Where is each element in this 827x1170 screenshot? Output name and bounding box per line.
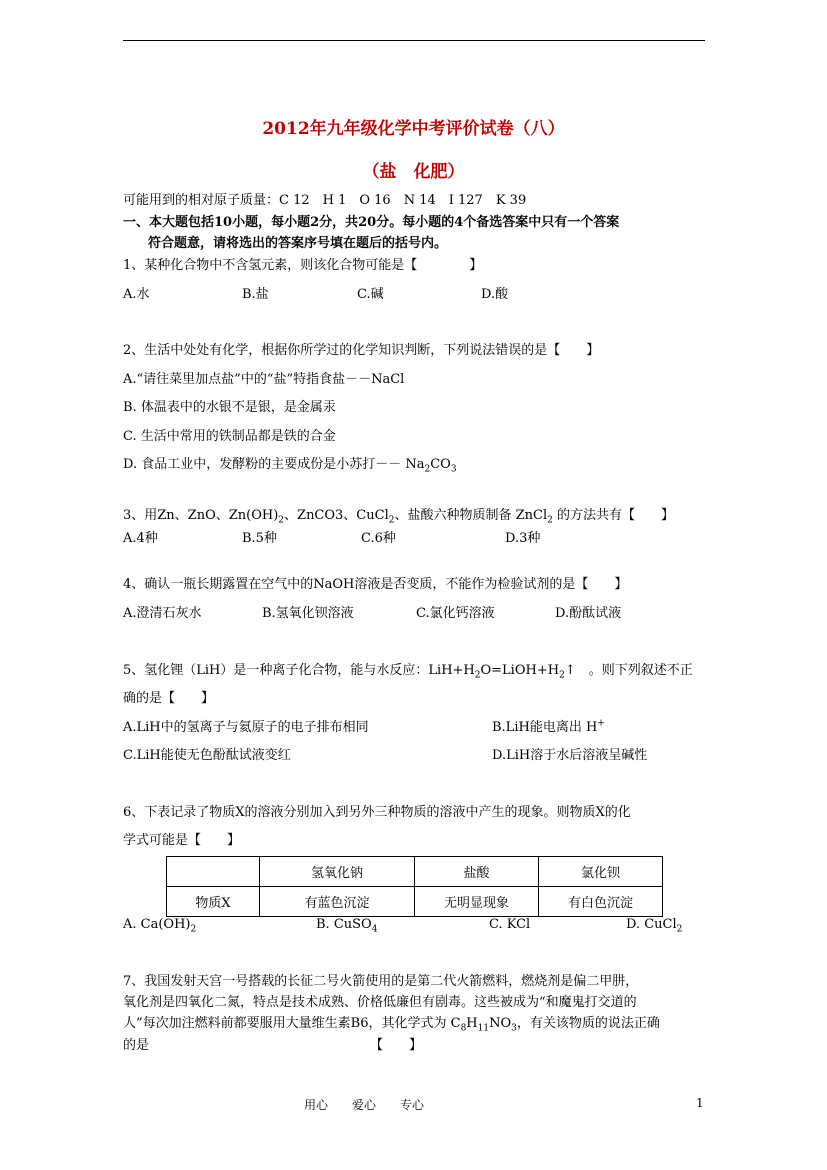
question-3-stem: 3、用Zn、ZnO、$Zn(OH)_2$、ZnCO3、CuCl$_2$、盐酸六种物质制备 ZnCl$_2$ 的方法共有【 】 [123,508,675,526]
question-3-option-d: D.3种 [505,531,541,546]
question-2-stem: 2、生活中处处有化学，根据你所学过的化学知识判断，下列说法错误的是【 】 [123,343,600,358]
table-row [167,887,663,917]
exam-subtitle: （盐 化肥） [362,162,465,182]
question-6-option-c: C. KCl [489,917,531,932]
question-4-option-a: A.澄清石灰水 [123,606,202,621]
question-1-option-d: D.酸 [481,287,509,302]
table-cell [167,857,260,887]
question-5-option-c: C.LiH能使无色酚酞试液变红 [123,748,291,763]
question-2-option-d: D. 食品工业中，发酵粉的主要成份是小苏打－－ $Na_2CO_3$ [123,457,457,475]
header-rule [123,40,705,41]
table-cell: 氯化钡 [539,857,663,887]
observation-table [166,856,663,917]
question-6-option-b: B. CuSO$_4$ [316,917,378,935]
question-3-option-a: A.4种 [123,531,158,546]
question-7-line4: 的是 [123,1038,150,1053]
question-2-option-a: A.“请往菜里加点盐”中的“盐”特指食盐－－NaCl [123,372,405,387]
page-number: 1 [696,1096,704,1110]
table-cell: 无明显现象 [415,887,539,917]
question-6-option-d: D. CuCl$_2$ [626,917,683,935]
table-cell: 盐酸 [415,857,539,887]
question-5-option-d: D.LiH溶于水后溶液呈碱性 [492,748,648,763]
question-7-line2: 氧化剂是四氧化二氮，特点是技术成熟、价格低廉但有剧毒。这些被成为“和魔鬼打交道的 [123,995,637,1010]
question-7-line3: 人”每次加注燃料前都要服用大量维生素B6，其化学式为 $C_8H_{11}NO_3$，有关该物质的说法正确 [123,1016,660,1034]
question-1-stem: 1、某种化合物中不含氢元素，则该化合物可能是【 】 [123,258,483,273]
question-4-stem: 4、确认一瓶长期露置在空气中的NaOH溶液是否变质，不能作为检验试剂的是【 】 [123,577,628,592]
exam-title: 2012年九年级化学中考评价试卷（八） [262,119,565,139]
table-cell: 有蓝色沉淀 [260,887,415,917]
question-2-option-c: C. 生活中常用的铁制品都是铁的合金 [123,429,336,444]
question-5-stem-line2: 确的是【 】 [123,691,215,706]
question-6-stem: 6、下表记录了物质X的溶液分别加入到另外三种物质的溶液中产生的现象。则物质X的化 [123,805,631,820]
question-7-answer-bracket: 【 】 [370,1038,423,1053]
table-cell: 氢氧化钠 [260,857,415,887]
atomic-masses: 可能用到的相对原子质量：C 12 H 1 O 16 N 14 I 127 K 39 [123,193,527,208]
question-1-option-b: B.盐 [242,287,269,302]
footer-slogan: 用心 爱心 专心 [304,1098,425,1112]
question-4-option-d: D.酚酞试液 [555,606,622,621]
question-4-option-c: C.氯化钙溶液 [416,606,495,621]
question-6-option-a: A. $Ca(OH)_2$ [123,917,197,935]
table-cell: 物质X [167,887,260,917]
table-header-row [167,857,663,887]
question-3-option-b: B.5种 [242,531,277,546]
question-5-stem: 5、氢化锂（LiH）是一种离子化合物，能与水反应：$LiH+H_2O=LiOH+H_2↑$ 。则下列叙述不正 [123,663,693,681]
section-instruction-line1: 一、本大题包括10小题，每小题2分，共20分。每小题的4个备选答案中只有一个答案 [123,215,620,230]
table-cell: 有白色沉淀 [539,887,663,917]
question-1-option-a: A.水 [123,287,150,302]
question-7-line1: 7、我国发射天宫一号搭载的长征二号火箭使用的是第二代火箭燃料，燃烧剂是偏二甲肼， [123,974,639,989]
question-5-option-b: B.LiH能电离出 H+ [492,718,605,735]
question-4-option-b: B.氢氧化钡溶液 [262,606,354,621]
question-1-option-c: C.碱 [357,287,384,302]
question-6-stem-line2: 学式可能是【 】 [123,833,241,848]
question-5-option-a: A.LiH中的氢离子与氦原子的电子排布相同 [123,720,369,735]
question-2-option-b: B. 体温表中的水银不是银，是金属汞 [123,400,336,415]
question-3-option-c: C.6种 [361,531,396,546]
section-instruction-line2: 符合题意，请将选出的答案序号填在题后的括号内。 [148,236,448,251]
